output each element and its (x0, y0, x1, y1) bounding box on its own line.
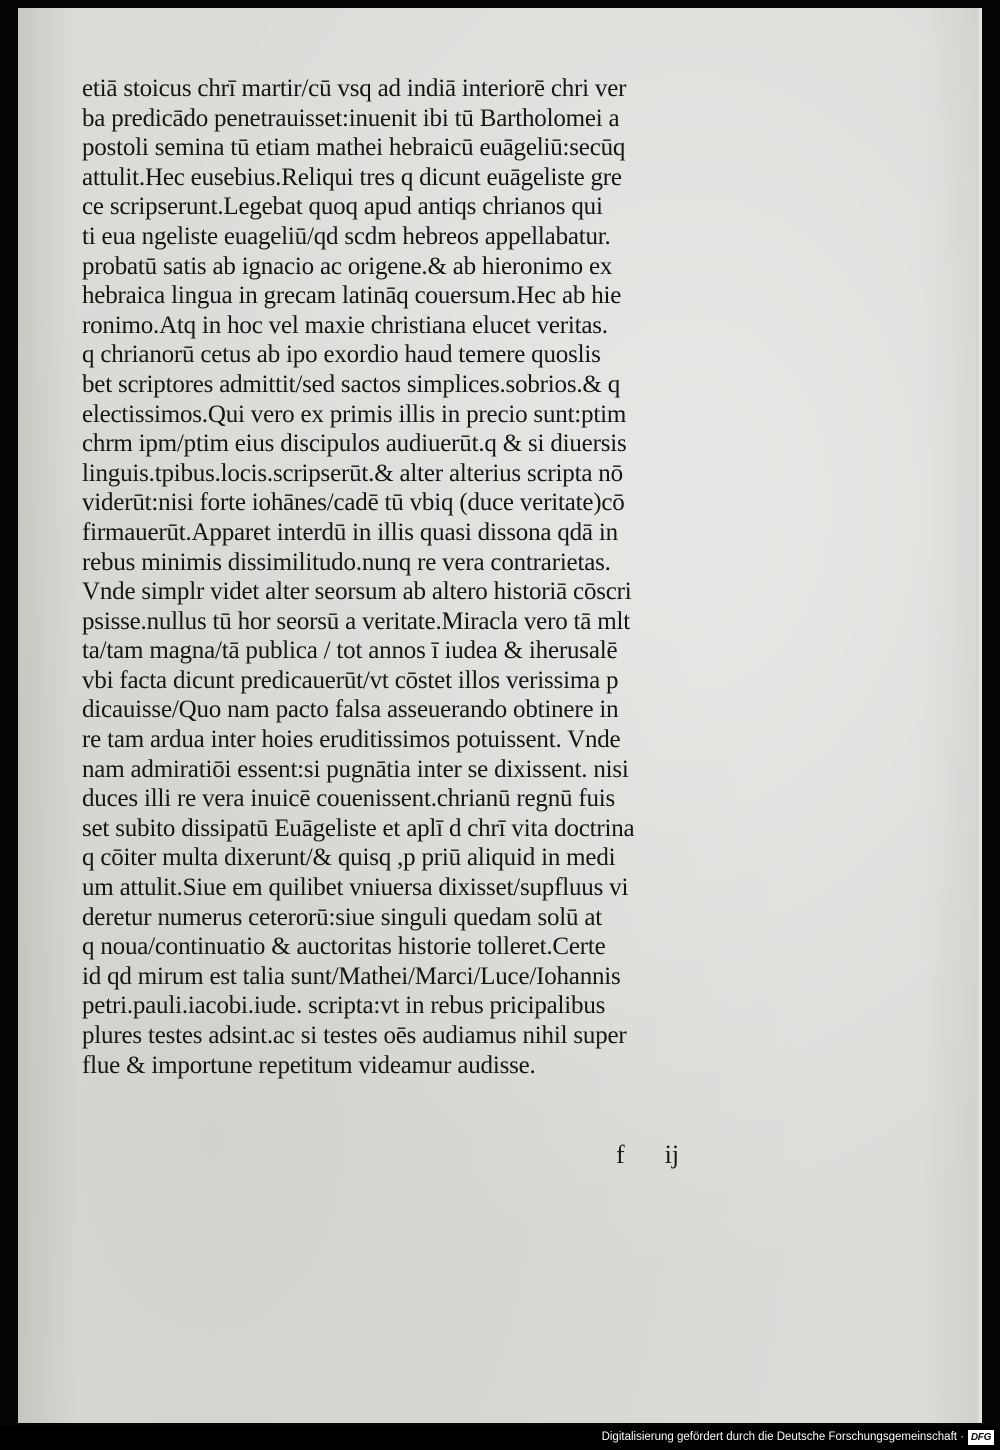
text-line: electissimos.Qui vero ex primis illis in precio sunt:ptim (82, 400, 627, 428)
signature-mark (616, 1140, 726, 1174)
text-line: linguis.tpibus.locis.scripserūt.& alter alterius scripta nō (82, 459, 623, 487)
text-line: etiā stoicus chrī martir/cū vsq ad indiā interiorē chri ver (82, 75, 627, 102)
text-line: deretur numerus ceterorū:siue singuli quedam solū at (82, 903, 603, 931)
text-line: q cōiter multa dixerunt/& quisq ,p priū aliquid in medi (82, 844, 616, 872)
text-line: duces illi re vera inuicē couenissent.chrianū regnū fuis (82, 785, 616, 813)
text-line: ta/tam magna/tā publica / tot annos ī iudea & iherusalē (82, 637, 618, 665)
text-line: nam admiratiōi essent:si pugnātia inter se dixissent. nisi (82, 755, 629, 783)
dfg-logo-icon: DFG (968, 1430, 994, 1445)
text-line: ce scripserunt.Legebat quoq apud antiqs chrianos qui (82, 193, 603, 221)
text-line: viderūt:nisi forte iohānes/cadē tū vbiq (duce veritate)cō (82, 489, 625, 517)
text-line: chrm ipm/ptim eius discipulos audiuerūt.q & si diuersis (82, 430, 627, 458)
text-line: set subito dissipatū Euāgeliste et aplī d chrī vita doctrina (82, 814, 635, 842)
text-line: hebraica lingua in grecam latināq couersum.Hec ab hie (82, 282, 622, 310)
text-line: re tam ardua inter hoies eruditissimos potuissent. Vnde (82, 726, 621, 754)
book-page (18, 8, 982, 1423)
text-line: q chrianorū cetus ab ipo exordio haud temere quoslis (82, 341, 601, 369)
text-line: plures testes adsint.ac si testes oēs audiamus nihil super (82, 1022, 627, 1049)
signature-letter: f (616, 1140, 625, 1169)
text-line: psisse.nullus tū hor seorsū a veritate.Miracla vero tā mlt (82, 607, 630, 635)
text-line: firmauerūt.Apparet interdū in illis quasi dissona qdā in (82, 518, 618, 546)
text-line: Vnde simplr videt alter seorsum ab altero historiā cōscri (82, 578, 632, 606)
text-line: q noua/continuatio & auctoritas historie tolleret.Certe (82, 933, 606, 961)
text-line: probatū satis ab ignacio ac origene.& ab hieronimo ex (82, 252, 613, 280)
text-line: dicauisse/Quo nam pacto falsa asseuerando obtinere in (82, 696, 619, 724)
signature-number: ij (664, 1140, 680, 1169)
text-line: ba predicādo penetrauisset:inuenit ibi tū Bartholomei a (82, 104, 620, 132)
text-line: um attulit.Siue em quilibet vniuersa dixisset/supfluus vi (82, 874, 629, 902)
text-line: flue & importune repetitum videamur audisse. (82, 1051, 536, 1079)
text-block (82, 74, 772, 1080)
text-line: petri.pauli.iacobi.iude. scripta:vt in rebus pricipalibus (82, 992, 606, 1020)
text-line: attulit.Hec eusebius.Reliqui tres q dicunt euāgeliste gre (82, 163, 622, 191)
text-line: ronimo.Atq in hoc vel maxie christiana elucet veritas. (82, 311, 608, 339)
footer-bar (0, 1426, 1000, 1450)
text-line: bet scriptores admittit/sed sactos simplices.sobrios.& q (82, 370, 621, 398)
text-line: ti eua ngeliste euageliū/qd scdm hebreos appellabatur. (82, 222, 611, 250)
text-line: vbi facta dicunt predicauerūt/vt cōstet illos verissima p (82, 666, 619, 694)
text-line: id qd mirum est talia sunt/Mathei/Marci/Luce/Iohannis (82, 962, 621, 990)
text-line: rebus minimis dissimilitudo.nunq re vera contrarietas. (82, 548, 611, 576)
text-line: postoli semina tū etiam mathei hebraicū euāgeliū:secūq (82, 134, 626, 162)
footer-credit: Digitalisierung gefördert durch die Deutsche Forschungsgemeinschaft · (601, 1431, 964, 1443)
page-edge (976, 8, 982, 1423)
